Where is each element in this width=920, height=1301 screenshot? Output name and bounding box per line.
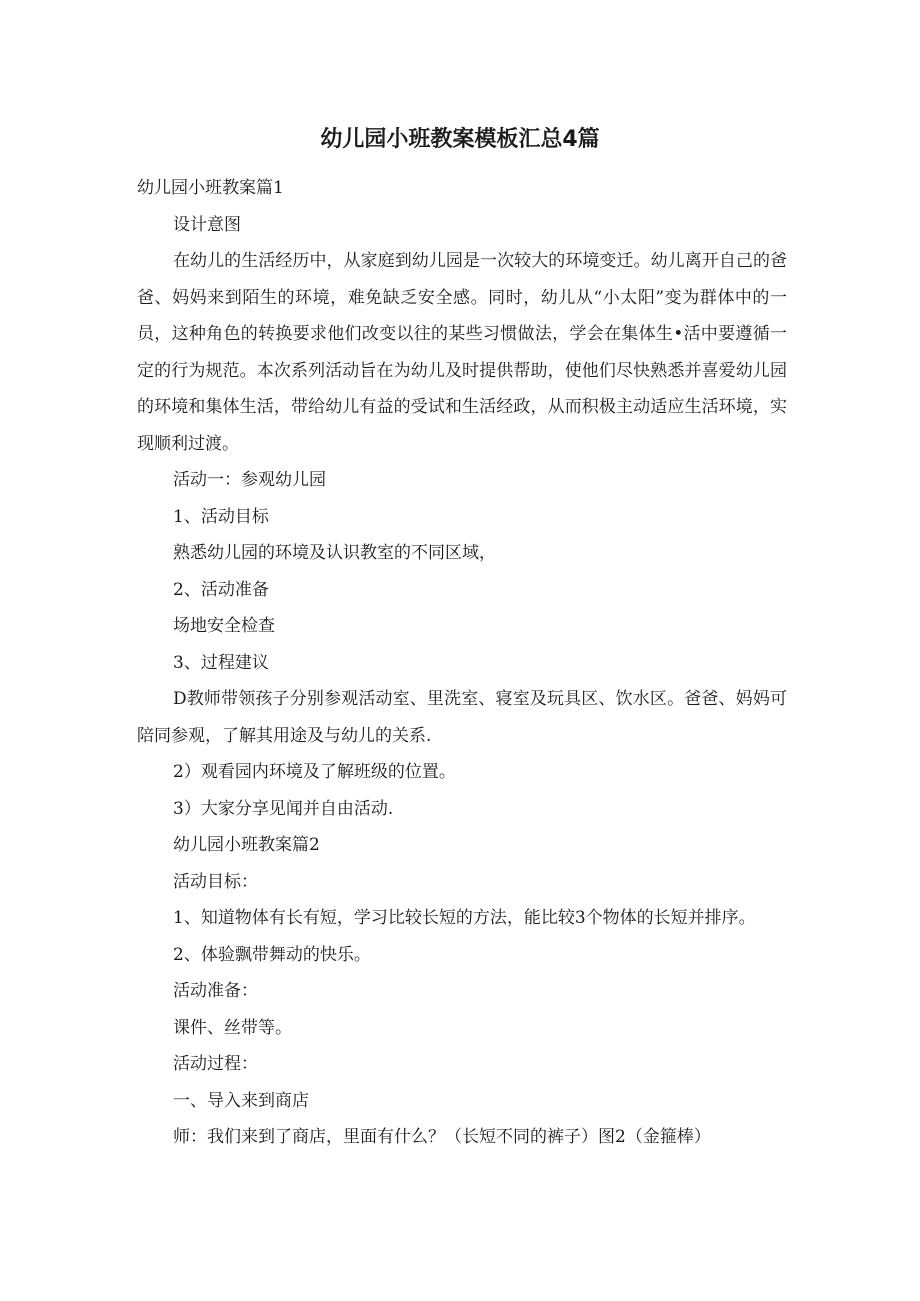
subheading: 活动准备： xyxy=(173,981,258,1001)
subheading: 活动过程： xyxy=(173,1054,258,1074)
section-heading: 幼儿园小班教案篇2 xyxy=(173,835,320,855)
subheading: 活动一：参观幼儿园 xyxy=(173,470,326,490)
list-item: 1、知道物体有长有短，学习比较长短的方法，能比较3个物体的长短并排序。 xyxy=(173,908,756,928)
document-body xyxy=(137,170,787,1156)
subheading: 活动目标： xyxy=(173,871,258,892)
list-item: 一、导入来到商店 xyxy=(173,1090,309,1111)
list-item: 3）大家分享见闻并自由活动. xyxy=(173,798,394,819)
body-paragraph: 在幼儿的生活经历中，从家庭到幼儿园是一次较大的环境变迁。幼儿离开自己的爸爸、妈妈来到陌生的环境，难免缺乏安全感。同时，幼儿从“小太阳”变为群体中的一员，这种角色的转换要求他们改变以往的某些习惯做法，学会在集体生•活中要遵循一定的行为规范。本次系列活动旨在为幼儿及时提供帮助，使他们尽快熟悉并喜爱幼儿园的环境和集体生活，带给幼儿有益的受试和生活经政，从而积极主动适应生活环境，实现顺利过渡。 xyxy=(137,251,787,454)
document-title: 幼儿园小班教案模板汇总4篇 xyxy=(320,127,600,152)
list-item: 2、活动准备 xyxy=(173,579,269,600)
body-paragraph: D教师带领孩子分别参观活动室、里洗室、寝室及玩具区、饮水区。爸爸、妈妈可陪同参观，了解其用途及与幼儿的关系. xyxy=(137,689,787,746)
body-paragraph: 熟悉幼儿园的环境及认识教室的不同区域， xyxy=(173,543,496,563)
section-heading: 幼儿园小班教案篇1 xyxy=(137,178,284,198)
body-paragraph: 课件、丝带等。 xyxy=(173,1017,292,1038)
subheading: 设计意图 xyxy=(173,214,241,235)
body-paragraph: 场地安全检查 xyxy=(173,616,275,636)
list-item: 3、过程建议 xyxy=(173,652,269,673)
list-item: 2）观看园内环境及了解班级的位置。 xyxy=(173,762,456,782)
list-item: 1、活动目标 xyxy=(173,506,269,527)
body-paragraph: 师：我们来到了商店，里面有什么？（长短不同的裤子）图2（金箍棒） xyxy=(173,1127,711,1147)
list-item: 2、体验飘带舞动的快乐。 xyxy=(173,944,371,965)
